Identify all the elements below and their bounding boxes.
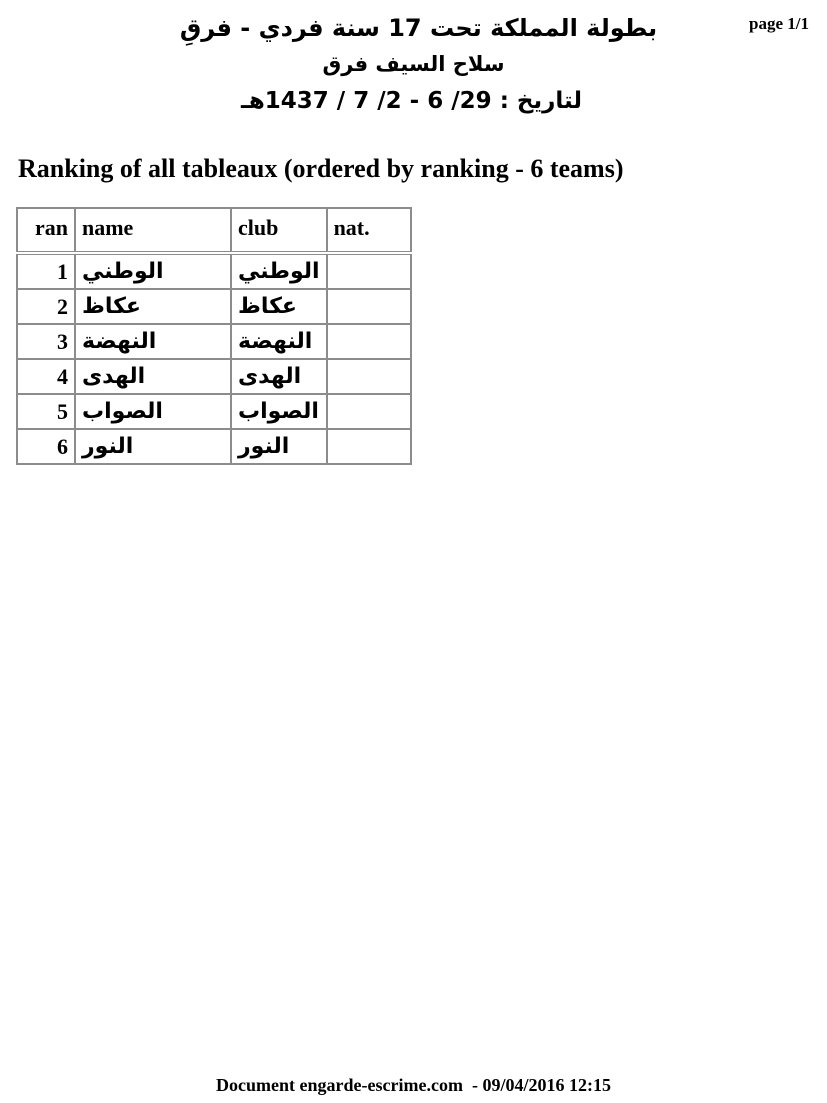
column-header-club: club: [231, 208, 327, 253]
club-cell: النهضة: [231, 324, 327, 359]
table-row: [17, 253, 411, 289]
nat-cell: [327, 289, 411, 324]
page-number: page 1/1: [749, 14, 809, 33]
club-cell: الوطني: [231, 253, 327, 289]
rank-cell: 5: [17, 394, 75, 429]
competition-date: لتاريخ : 29/ 6 - 2/ 7 / 1437هـ: [240, 88, 583, 114]
competition-title: بطولة المملكة تحت 17 سنة فردي - فرقِ: [179, 14, 658, 42]
rank-cell: 2: [17, 289, 75, 324]
name-cell: الهدى: [75, 359, 231, 394]
column-header-rank: ran: [17, 208, 75, 253]
rank-cell: 6: [17, 429, 75, 464]
table-row: [17, 289, 411, 324]
name-cell: الوطني: [75, 253, 231, 289]
club-cell: النور: [231, 429, 327, 464]
nat-cell: [327, 324, 411, 359]
club-cell: الصواب: [231, 394, 327, 429]
ranking-table: [16, 207, 412, 465]
table-row: [17, 359, 411, 394]
table-row: [17, 394, 411, 429]
nat-cell: [327, 429, 411, 464]
table-row: [17, 429, 411, 464]
ranking-title: Ranking of all tableaux (ordered by ranking - 6 teams): [18, 154, 624, 183]
weapon-subtitle: سلاح السيف فرق: [322, 52, 505, 76]
name-cell: عكاظ: [75, 289, 231, 324]
nat-cell: [327, 359, 411, 394]
document-header: [0, 8, 827, 122]
club-cell: الهدى: [231, 359, 327, 394]
rank-cell: 1: [17, 253, 75, 289]
rank-cell: 3: [17, 324, 75, 359]
table-row: [17, 324, 411, 359]
column-header-name: name: [75, 208, 231, 253]
column-header-nat: nat.: [327, 208, 411, 253]
name-cell: النور: [75, 429, 231, 464]
rank-cell: 4: [17, 359, 75, 394]
table-header-row: [17, 208, 411, 253]
club-cell: عكاظ: [231, 289, 327, 324]
document-footer: Document engarde-escrime.com - 09/04/2016 12:15: [216, 1075, 611, 1095]
nat-cell: [327, 394, 411, 429]
name-cell: الصواب: [75, 394, 231, 429]
name-cell: النهضة: [75, 324, 231, 359]
nat-cell: [327, 253, 411, 289]
